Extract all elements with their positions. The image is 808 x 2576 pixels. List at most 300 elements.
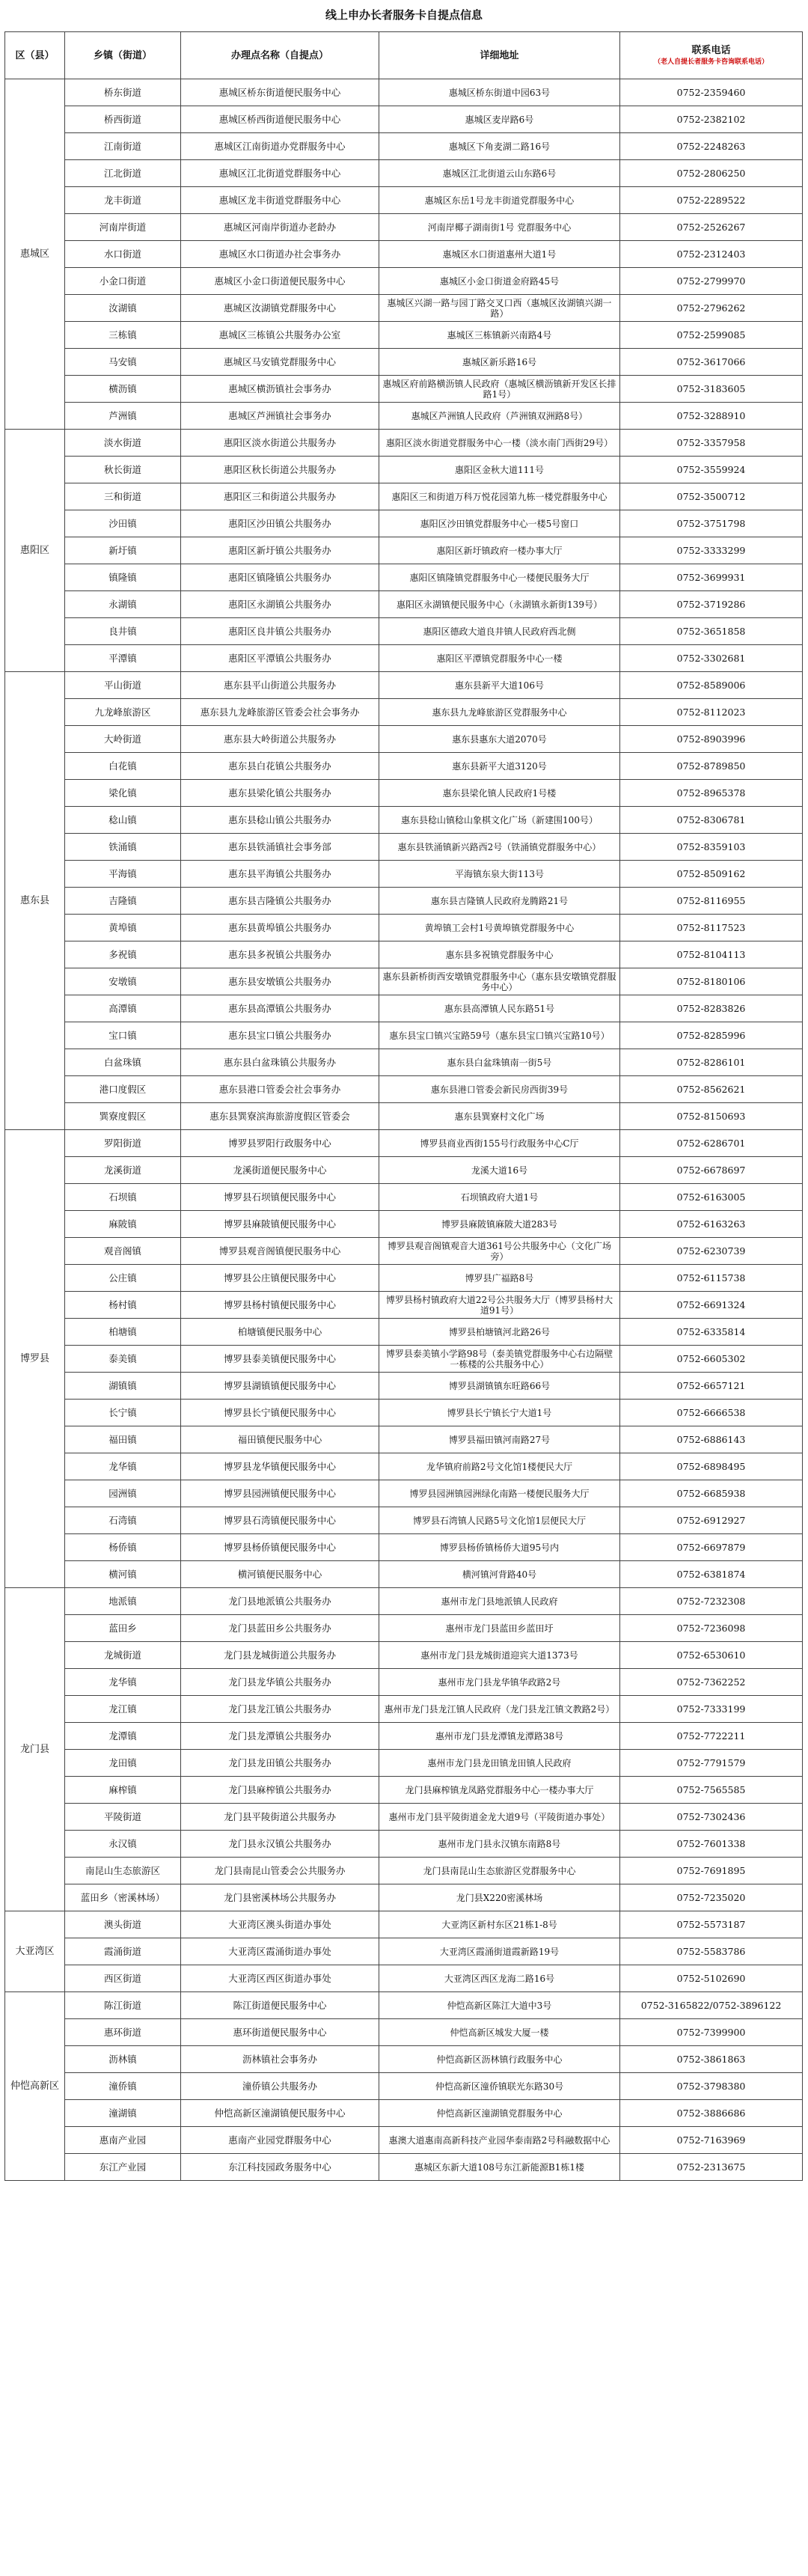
district-cell: 仲恺高新区: [5, 1992, 65, 2181]
table-row: [5, 2100, 803, 2127]
table-row: [5, 1049, 803, 1076]
office-cell: 惠东县白花镇公共服务办: [181, 753, 379, 780]
district-cell: 惠阳区: [5, 430, 65, 672]
address-cell: 惠州市龙门县龙华镇华政路2号: [379, 1669, 620, 1696]
address-cell: 龙溪大道16号: [379, 1157, 620, 1184]
town-cell: 桥东街道: [65, 79, 181, 106]
phone-cell: 0752-8903996: [620, 726, 803, 753]
address-cell: 博罗县商业西街155号行政服务中心C厅: [379, 1130, 620, 1157]
office-cell: 惠东县吉隆镇公共服务办: [181, 888, 379, 915]
address-cell: 惠城区麦岸路6号: [379, 106, 620, 133]
town-cell: 平潭镇: [65, 645, 181, 672]
table-row: [5, 915, 803, 941]
table-row: [5, 1480, 803, 1507]
address-cell: 惠城区桥东街道中园63号: [379, 79, 620, 106]
address-cell: 惠阳区三和街道万科万悦花园第九栋一楼党群服务中心: [379, 483, 620, 510]
table-row: [5, 618, 803, 645]
phone-cell: 0752-6605302: [620, 1346, 803, 1373]
address-cell: 龙门县X220密溪林场: [379, 1884, 620, 1911]
table-row: [5, 1534, 803, 1561]
address-cell: 惠城区小金口街道金府路45号: [379, 268, 620, 295]
town-cell: 宝口镇: [65, 1022, 181, 1049]
table-row: [5, 187, 803, 214]
header-phone: [620, 32, 803, 79]
phone-cell: 0752-5102690: [620, 1965, 803, 1992]
table-row: [5, 564, 803, 591]
address-cell: 横河镇河背路40号: [379, 1561, 620, 1588]
address-cell: 惠城区三栋镇新兴南路4号: [379, 322, 620, 349]
phone-cell: 0752-2359460: [620, 79, 803, 106]
address-cell: 仲恺高新区潼湖镇党群服务中心: [379, 2100, 620, 2127]
phone-cell: 0752-7163969: [620, 2127, 803, 2154]
address-cell: 博罗县泰美镇小学路98号（泰美镇党群服务中心右边隔壁一栋楼的公共服务中心）: [379, 1346, 620, 1373]
district-cell: 龙门县: [5, 1588, 65, 1911]
table-row: [5, 1723, 803, 1750]
table-row: [5, 79, 803, 106]
phone-cell: 0752-2799970: [620, 268, 803, 295]
table-row: [5, 268, 803, 295]
table-row: [5, 726, 803, 753]
header-row: [5, 32, 803, 79]
phone-cell: 0752-6381874: [620, 1561, 803, 1588]
table-row: [5, 1804, 803, 1831]
address-cell: 惠州市龙门县龙江镇人民政府（龙门县龙江镇文教路2号）: [379, 1696, 620, 1723]
phone-cell: 0752-8112023: [620, 699, 803, 726]
address-cell: 惠东县高潭镇人民东路51号: [379, 995, 620, 1022]
town-cell: 九龙峰旅游区: [65, 699, 181, 726]
table-row: [5, 537, 803, 564]
address-cell: 黄埠镇工会村1号黄埠镇党群服务中心: [379, 915, 620, 941]
table-row: [5, 1938, 803, 1965]
phone-cell: 0752-6678697: [620, 1157, 803, 1184]
office-cell: 惠阳区镇隆镇公共服务办: [181, 564, 379, 591]
table-row: [5, 1103, 803, 1130]
phone-cell: 0752-3886686: [620, 2100, 803, 2127]
office-cell: 惠阳区淡水街道公共服务办: [181, 430, 379, 457]
office-cell: 东江科技园政务服务中心: [181, 2154, 379, 2181]
phone-cell: 0752-6163263: [620, 1211, 803, 1238]
phone-cell: 0752-8117523: [620, 915, 803, 941]
phone-cell: 0752-8285996: [620, 1022, 803, 1049]
town-cell: 镇隆镇: [65, 564, 181, 591]
phone-cell: 0752-6898495: [620, 1453, 803, 1480]
table-row: [5, 1130, 803, 1157]
phone-cell: 0752-8150693: [620, 1103, 803, 1130]
town-cell: 永湖镇: [65, 591, 181, 618]
office-cell: 龙门县密溪林场公共服务办: [181, 1884, 379, 1911]
office-cell: 博罗县龙华镇便民服务中心: [181, 1453, 379, 1480]
table-row: [5, 1884, 803, 1911]
phone-cell: 0752-6666538: [620, 1400, 803, 1426]
phone-cell: 0752-3617066: [620, 349, 803, 376]
phone-cell: 0752-2289522: [620, 187, 803, 214]
town-cell: 龙溪街道: [65, 1157, 181, 1184]
table-row: [5, 1615, 803, 1642]
table-row: [5, 295, 803, 322]
district-cell: 惠东县: [5, 672, 65, 1130]
town-cell: 杨侨镇: [65, 1534, 181, 1561]
office-cell: 惠阳区沙田镇公共服务办: [181, 510, 379, 537]
town-cell: 大岭街道: [65, 726, 181, 753]
address-cell: 惠澳大道惠南高新科技产业园华泰南路2号科融数据中心: [379, 2127, 620, 2154]
office-cell: 惠阳区平潭镇公共服务办: [181, 645, 379, 672]
table-row: [5, 1292, 803, 1319]
phone-cell: 0752-3333299: [620, 537, 803, 564]
town-cell: 南昆山生态旅游区: [65, 1858, 181, 1884]
office-cell: 博罗县杨侨镇便民服务中心: [181, 1534, 379, 1561]
town-cell: 龙田镇: [65, 1750, 181, 1777]
office-cell: 惠城区汝湖镇党群服务中心: [181, 295, 379, 322]
address-cell: 惠东县新平大道106号: [379, 672, 620, 699]
office-cell: 惠东县平山街道公共服务办: [181, 672, 379, 699]
town-cell: 新圩镇: [65, 537, 181, 564]
address-cell: 平海镇东泉大街113号: [379, 861, 620, 888]
town-cell: 江北街道: [65, 160, 181, 187]
table-row: [5, 1426, 803, 1453]
office-cell: 博罗县泰美镇便民服务中心: [181, 1346, 379, 1373]
address-cell: 惠东县巽寮村文化广场: [379, 1103, 620, 1130]
office-cell: 惠东县港口管委会社会事务办: [181, 1076, 379, 1103]
town-cell: 麻榨镇: [65, 1777, 181, 1804]
table-row: [5, 591, 803, 618]
office-cell: 博罗县罗阳行政服务中心: [181, 1130, 379, 1157]
town-cell: 横沥镇: [65, 376, 181, 403]
table-row: [5, 106, 803, 133]
office-cell: 龙门县平陵街道公共服务办: [181, 1804, 379, 1831]
office-cell: 博罗县杨村镇便民服务中心: [181, 1292, 379, 1319]
address-cell: 惠东县港口管委会新民房西街39号: [379, 1076, 620, 1103]
address-cell: 惠州市龙门县蓝田乡蓝田圩: [379, 1615, 620, 1642]
phone-cell: 0752-6286701: [620, 1130, 803, 1157]
address-cell: 惠东县多祝镇党群服务中心: [379, 941, 620, 968]
address-cell: 惠阳区平潭镇党群服务中心一楼: [379, 645, 620, 672]
address-cell: 仲恺高新区陈江大道中3号: [379, 1992, 620, 2019]
address-cell: 惠东县梁化镇人民政府1号楼: [379, 780, 620, 807]
address-cell: 惠阳区金秋大道111号: [379, 457, 620, 483]
header-town: 乡镇（街道）: [65, 32, 181, 79]
address-cell: 惠阳区德政大道良井镇人民政府西北侧: [379, 618, 620, 645]
town-cell: 惠南产业园: [65, 2127, 181, 2154]
phone-cell: 0752-8306781: [620, 807, 803, 834]
office-cell: 惠东县梁化镇公共服务办: [181, 780, 379, 807]
office-cell: 龙门县龙城街道公共服务办: [181, 1642, 379, 1669]
town-cell: 观音阁镇: [65, 1238, 181, 1265]
town-cell: 白花镇: [65, 753, 181, 780]
office-cell: 柏塘镇便民服务中心: [181, 1319, 379, 1346]
address-cell: 龙华镇府前路2号文化馆1楼便民大厅: [379, 1453, 620, 1480]
office-cell: 博罗县长宁镇便民服务中心: [181, 1400, 379, 1426]
phone-cell: 0752-6530610: [620, 1642, 803, 1669]
phone-cell: 0752-6115738: [620, 1265, 803, 1292]
phone-cell: 0752-8562621: [620, 1076, 803, 1103]
office-cell: 大亚湾区霞涌街道办事处: [181, 1938, 379, 1965]
table-row: [5, 1022, 803, 1049]
office-cell: 惠城区芦洲镇社会事务办: [181, 403, 379, 430]
town-cell: 淡水街道: [65, 430, 181, 457]
town-cell: 稔山镇: [65, 807, 181, 834]
phone-cell: 0752-6163005: [620, 1184, 803, 1211]
office-cell: 惠阳区秋长街道公共服务办: [181, 457, 379, 483]
address-cell: 仲恺高新区沥林镇行政服务中心: [379, 2046, 620, 2073]
address-cell: 惠东县铁涌镇新兴路西2号（铁涌镇党群服务中心）: [379, 834, 620, 861]
phone-cell: 0752-7333199: [620, 1696, 803, 1723]
phone-cell: 0752-7565585: [620, 1777, 803, 1804]
town-cell: 澳头街道: [65, 1911, 181, 1938]
town-cell: 泰美镇: [65, 1346, 181, 1373]
table-row: [5, 941, 803, 968]
table-row: [5, 699, 803, 726]
town-cell: 白盆珠镇: [65, 1049, 181, 1076]
office-cell: 博罗县园洲镇便民服务中心: [181, 1480, 379, 1507]
phone-cell: 0752-8283826: [620, 995, 803, 1022]
town-cell: 黄埠镇: [65, 915, 181, 941]
table-row: [5, 1588, 803, 1615]
phone-cell: 0752-2599085: [620, 322, 803, 349]
office-cell: 惠城区三栋镇公共服务办公室: [181, 322, 379, 349]
town-cell: 福田镇: [65, 1426, 181, 1453]
office-cell: 惠东县黄埠镇公共服务办: [181, 915, 379, 941]
table-row: [5, 1696, 803, 1723]
address-cell: 博罗县杨村镇政府大道22号公共服务大厅（博罗县杨村大道91号）: [379, 1292, 620, 1319]
town-cell: 柏塘镇: [65, 1319, 181, 1346]
address-cell: 博罗县长宁镇长宁大道1号: [379, 1400, 620, 1426]
town-cell: 芦洲镇: [65, 403, 181, 430]
office-cell: 博罗县公庄镇便民服务中心: [181, 1265, 379, 1292]
table-row: [5, 1777, 803, 1804]
address-cell: 惠州市龙门县龙田镇龙田镇人民政府: [379, 1750, 620, 1777]
table-row: [5, 995, 803, 1022]
phone-cell: 0752-8359103: [620, 834, 803, 861]
office-cell: 龙门县龙江镇公共服务办: [181, 1696, 379, 1723]
phone-cell: 0752-3651858: [620, 618, 803, 645]
office-cell: 龙门县麻榨镇公共服务办: [181, 1777, 379, 1804]
table-row: [5, 322, 803, 349]
town-cell: 汝湖镇: [65, 295, 181, 322]
town-cell: 公庄镇: [65, 1265, 181, 1292]
town-cell: 马安镇: [65, 349, 181, 376]
office-cell: 惠城区江南街道办党群服务中心: [181, 133, 379, 160]
phone-cell: 0752-3302681: [620, 645, 803, 672]
table-row: [5, 1507, 803, 1534]
address-cell: 龙门县南昆山生态旅游区党群服务中心: [379, 1858, 620, 1884]
address-cell: 惠城区下角麦湖二路16号: [379, 133, 620, 160]
phone-cell: 0752-6697879: [620, 1534, 803, 1561]
phone-cell: 0752-7232308: [620, 1588, 803, 1615]
phone-cell: 0752-3798380: [620, 2073, 803, 2100]
town-cell: 湖镇镇: [65, 1373, 181, 1400]
table-row: [5, 1076, 803, 1103]
header-district: 区（县）: [5, 32, 65, 79]
phone-cell: 0752-6691324: [620, 1292, 803, 1319]
address-cell: 惠阳区沙田镇党群服务中心一楼5号窗口: [379, 510, 620, 537]
address-cell: 惠阳区新圩镇政府一楼办事大厅: [379, 537, 620, 564]
phone-cell: 0752-7691895: [620, 1858, 803, 1884]
town-cell: 小金口街道: [65, 268, 181, 295]
town-cell: 霞涌街道: [65, 1938, 181, 1965]
office-cell: 龙门县南昆山管委会公共服务办: [181, 1858, 379, 1884]
phone-cell: 0752-8789850: [620, 753, 803, 780]
table-row: [5, 510, 803, 537]
service-points-table: [4, 31, 803, 2181]
office-cell: 惠东县白盆珠镇公共服务办: [181, 1049, 379, 1076]
table-body: [5, 79, 803, 2181]
phone-cell: 0752-2312403: [620, 241, 803, 268]
phone-cell: 0752-7235020: [620, 1884, 803, 1911]
office-cell: 惠城区龙丰街道党群服务中心: [181, 187, 379, 214]
office-cell: 惠东县安墩镇公共服务办: [181, 968, 379, 995]
town-cell: 龙城街道: [65, 1642, 181, 1669]
header-phone-label: 联系电话: [691, 44, 731, 56]
address-cell: 惠州市龙门县平陵街道金龙大道9号（平陵街道办事处）: [379, 1804, 620, 1831]
town-cell: 龙丰街道: [65, 187, 181, 214]
phone-cell: 0752-8286101: [620, 1049, 803, 1076]
town-cell: 沙田镇: [65, 510, 181, 537]
table-row: [5, 1319, 803, 1346]
town-cell: 龙华镇: [65, 1453, 181, 1480]
town-cell: 石坝镇: [65, 1184, 181, 1211]
address-cell: 惠东县吉隆镇人民政府龙腾路21号: [379, 888, 620, 915]
table-row: [5, 1858, 803, 1884]
address-cell: 博罗县广福路8号: [379, 1265, 620, 1292]
phone-cell: 0752-7302436: [620, 1804, 803, 1831]
office-cell: 博罗县湖镇镇便民服务中心: [181, 1373, 379, 1400]
office-cell: 惠城区桥东街道便民服务中心: [181, 79, 379, 106]
table-row: [5, 133, 803, 160]
town-cell: 东江产业园: [65, 2154, 181, 2181]
office-cell: 博罗县石坝镇便民服务中心: [181, 1184, 379, 1211]
office-cell: 惠阳区良井镇公共服务办: [181, 618, 379, 645]
phone-cell: 0752-3719286: [620, 591, 803, 618]
address-cell: 惠阳区镇隆镇党群服务中心一楼便民服务大厅: [379, 564, 620, 591]
office-cell: 龙门县地派镇公共服务办: [181, 1588, 379, 1615]
office-cell: 惠南产业园党群服务中心: [181, 2127, 379, 2154]
table-row: [5, 1184, 803, 1211]
town-cell: 园洲镇: [65, 1480, 181, 1507]
table-row: [5, 2019, 803, 2046]
office-cell: 惠城区小金口街道便民服务中心: [181, 268, 379, 295]
table-row: [5, 1346, 803, 1373]
address-cell: 惠州市龙门县龙潭镇龙潭路38号: [379, 1723, 620, 1750]
town-cell: 安墩镇: [65, 968, 181, 995]
table-row: [5, 483, 803, 510]
office-cell: 惠东县巽寮滨海旅游度假区管委会: [181, 1103, 379, 1130]
office-cell: 惠城区桥西街道便民服务中心: [181, 106, 379, 133]
address-cell: 惠阳区永湖镇便民服务中心（永湖镇永新街139号）: [379, 591, 620, 618]
phone-cell: 0752-8509162: [620, 861, 803, 888]
phone-cell: 0752-7601338: [620, 1831, 803, 1858]
town-cell: 惠环街道: [65, 2019, 181, 2046]
town-cell: 水口街道: [65, 241, 181, 268]
address-cell: 惠州市龙门县龙城街道迎宾大道1373号: [379, 1642, 620, 1669]
address-cell: 惠城区江北街道云山东路6号: [379, 160, 620, 187]
address-cell: 博罗县杨侨镇杨侨大道95号内: [379, 1534, 620, 1561]
table-row: [5, 1965, 803, 1992]
phone-cell: 0752-3357958: [620, 430, 803, 457]
town-cell: 桥西街道: [65, 106, 181, 133]
phone-cell: 0752-7362252: [620, 1669, 803, 1696]
office-cell: 惠东县铁涌镇社会事务部: [181, 834, 379, 861]
table-row: [5, 1831, 803, 1858]
address-cell: 博罗县园洲镇园洲绿化南路一楼便民服务大厅: [379, 1480, 620, 1507]
table-row: [5, 160, 803, 187]
phone-cell: 0752-8104113: [620, 941, 803, 968]
address-cell: 博罗县石湾镇人民路5号文化馆1层便民大厅: [379, 1507, 620, 1534]
town-cell: 铁涌镇: [65, 834, 181, 861]
town-cell: 龙江镇: [65, 1696, 181, 1723]
office-cell: 龙门县永汉镇公共服务办: [181, 1831, 379, 1858]
office-cell: 惠阳区永湖镇公共服务办: [181, 591, 379, 618]
address-cell: 惠城区东新大道108号东江新能源B1栋1楼: [379, 2154, 620, 2181]
office-cell: 大亚湾区澳头街道办事处: [181, 1911, 379, 1938]
phone-cell: 0752-2313675: [620, 2154, 803, 2181]
address-cell: 惠城区水口街道惠州大道1号: [379, 241, 620, 268]
table-row: [5, 672, 803, 699]
office-cell: 博罗县麻陂镇便民服务中心: [181, 1211, 379, 1238]
table-row: [5, 349, 803, 376]
header-address: 详细地址: [379, 32, 620, 79]
address-cell: 博罗县福田镇河南路27号: [379, 1426, 620, 1453]
office-cell: 龙门县龙潭镇公共服务办: [181, 1723, 379, 1750]
table-row: [5, 1157, 803, 1184]
office-cell: 惠城区江北街道党群服务中心: [181, 160, 379, 187]
town-cell: 罗阳街道: [65, 1130, 181, 1157]
table-row: [5, 2073, 803, 2100]
table-row: [5, 1265, 803, 1292]
town-cell: 港口度假区: [65, 1076, 181, 1103]
office-cell: 博罗县石湾镇便民服务中心: [181, 1507, 379, 1534]
address-cell: 惠城区新乐路16号: [379, 349, 620, 376]
table-row: [5, 1992, 803, 2019]
phone-cell: 0752-8965378: [620, 780, 803, 807]
table-row: [5, 2046, 803, 2073]
table-row: [5, 1211, 803, 1238]
page-title: 线上申办长者服务卡自提点信息: [325, 8, 483, 22]
address-cell: 惠东县惠东大道2070号: [379, 726, 620, 753]
phone-cell: 0752-2796262: [620, 295, 803, 322]
town-cell: 巽寮度假区: [65, 1103, 181, 1130]
table-row: [5, 2127, 803, 2154]
town-cell: 河南岸街道: [65, 214, 181, 241]
table-row: [5, 1561, 803, 1588]
phone-cell: 0752-2526267: [620, 214, 803, 241]
table-row: [5, 861, 803, 888]
phone-cell: 0752-3288910: [620, 403, 803, 430]
phone-cell: 0752-3861863: [620, 2046, 803, 2073]
table-row: [5, 457, 803, 483]
address-cell: 惠城区东岳1号龙丰街道党群服务中心: [379, 187, 620, 214]
town-cell: 三和街道: [65, 483, 181, 510]
address-cell: 博罗县观音阁镇观音大道361号公共服务中心（文化广场旁）: [379, 1238, 620, 1265]
office-cell: 潼侨镇公共服务办: [181, 2073, 379, 2100]
table-row: [5, 1453, 803, 1480]
office-cell: 惠东县平海镇公共服务办: [181, 861, 379, 888]
office-cell: 惠城区横沥镇社会事务办: [181, 376, 379, 403]
table-row: [5, 1911, 803, 1938]
office-cell: 博罗县观音阁镇便民服务中心: [181, 1238, 379, 1265]
address-cell: 博罗县湖镇镇东旺路66号: [379, 1373, 620, 1400]
town-cell: 地派镇: [65, 1588, 181, 1615]
header-office: 办理点名称（自提点）: [181, 32, 379, 79]
town-cell: 石湾镇: [65, 1507, 181, 1534]
phone-cell: 0752-8589006: [620, 672, 803, 699]
address-cell: 大亚湾区西区龙海二路16号: [379, 1965, 620, 1992]
town-cell: 横河镇: [65, 1561, 181, 1588]
town-cell: 平陵街道: [65, 1804, 181, 1831]
address-cell: 惠东县稔山镇稔山象棋文化广场（新建围100号）: [379, 807, 620, 834]
town-cell: 平海镇: [65, 861, 181, 888]
phone-cell: 0752-6657121: [620, 1373, 803, 1400]
office-cell: 惠城区河南岸街道办老龄办: [181, 214, 379, 241]
